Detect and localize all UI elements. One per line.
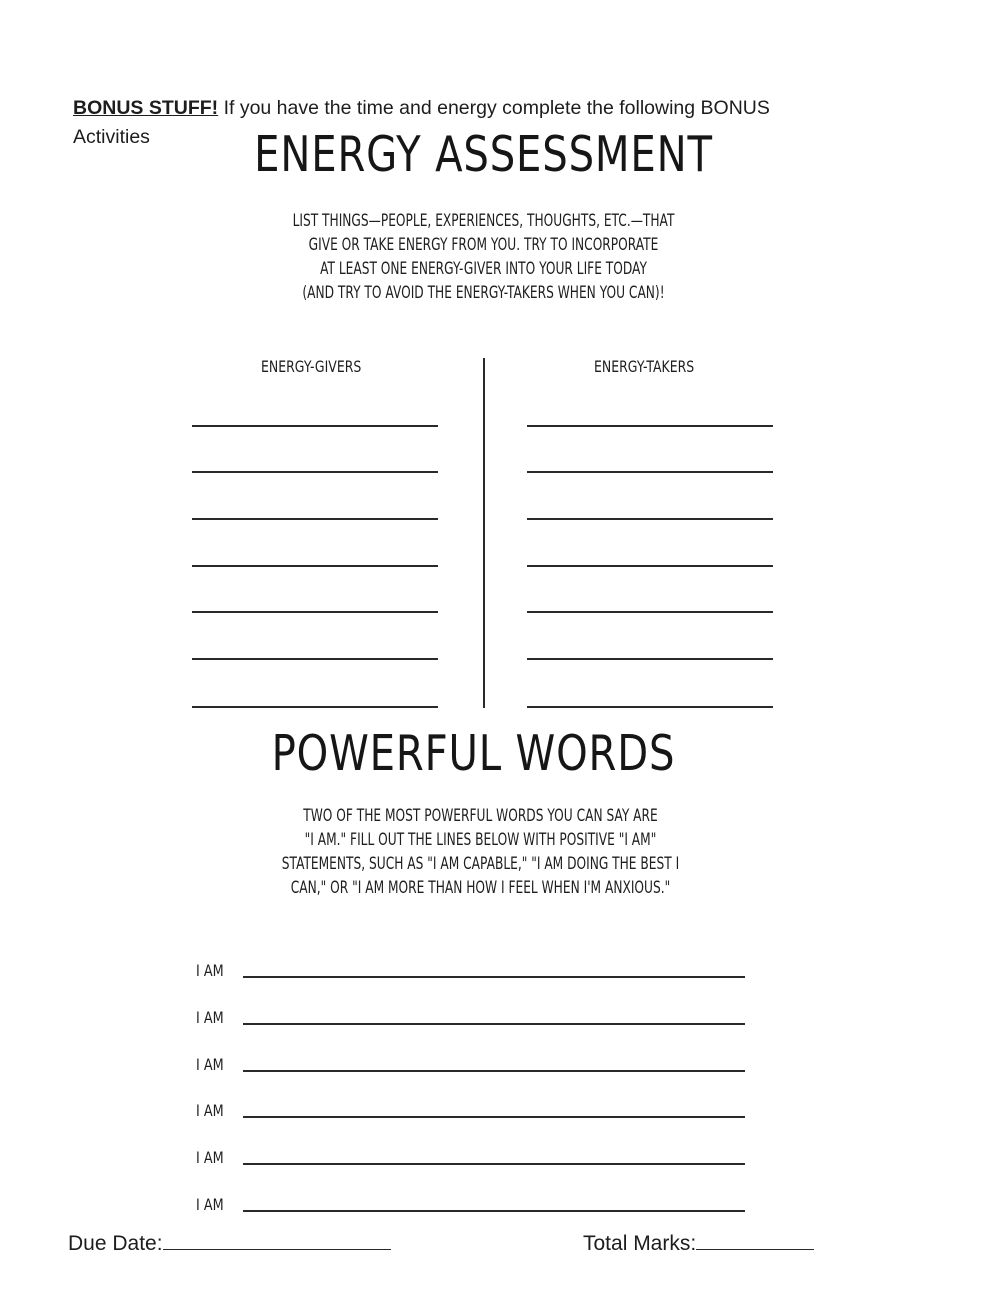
i-am-answer-line[interactable] <box>243 1070 745 1072</box>
energy-taker-line[interactable] <box>527 471 773 473</box>
total-marks-label: Total Marks: <box>583 1232 697 1255</box>
energy-giver-line[interactable] <box>192 425 438 427</box>
energy-taker-line[interactable] <box>527 706 773 708</box>
bonus-intro-text: If you have the time and energy complete the following BONUS <box>218 97 770 119</box>
i-am-label: I AM <box>196 1148 224 1167</box>
energy-takers-heading: ENERGY-TAKERS <box>594 357 695 376</box>
energy-givers-heading: ENERGY-GIVERS <box>261 357 362 376</box>
instruction-line: AT LEAST ONE ENERGY-GIVER INTO YOUR LIFE TODAY <box>320 259 647 278</box>
powerful-words-title: POWERFUL WORDS <box>271 725 676 782</box>
i-am-answer-line[interactable] <box>243 1023 745 1025</box>
energy-taker-line[interactable] <box>527 658 773 660</box>
instruction-line: STATEMENTS, SUCH AS "I AM CAPABLE," "I AM DOING THE BEST I <box>281 854 680 873</box>
instruction-line: CAN," OR "I AM MORE THAN HOW I FEEL WHEN I'M ANXIOUS." <box>290 878 671 897</box>
instruction-line: (AND TRY TO AVOID THE ENERGY-TAKERS WHEN YOU CAN)! <box>302 283 665 302</box>
i-am-answer-line[interactable] <box>243 1116 745 1118</box>
energy-giver-line[interactable] <box>192 565 438 567</box>
due-date-label: Due Date: <box>68 1232 163 1255</box>
instruction-line: LIST THINGS—PEOPLE, EXPERIENCES, THOUGHTS, ETC.—THAT <box>292 211 675 230</box>
i-am-label: I AM <box>196 1101 224 1120</box>
i-am-label: I AM <box>196 961 224 980</box>
total-marks-field <box>583 1229 814 1256</box>
energy-giver-line[interactable] <box>192 706 438 708</box>
instruction-line: "I AM." FILL OUT THE LINES BELOW WITH POSITIVE "I AM" <box>304 830 657 849</box>
energy-assessment-title: ENERGY ASSESSMENT <box>254 126 713 183</box>
energy-giver-line[interactable] <box>192 518 438 520</box>
i-am-answer-line[interactable] <box>243 976 745 978</box>
energy-giver-line[interactable] <box>192 658 438 660</box>
energy-taker-line[interactable] <box>527 565 773 567</box>
i-am-label: I AM <box>196 1055 224 1074</box>
powerful-words-instructions <box>112 804 850 900</box>
energy-giver-line[interactable] <box>192 471 438 473</box>
i-am-label: I AM <box>196 1008 224 1027</box>
due-date-field <box>68 1229 391 1256</box>
i-am-answer-line[interactable] <box>243 1163 745 1165</box>
energy-taker-line[interactable] <box>527 611 773 613</box>
due-date-blank[interactable] <box>163 1229 391 1250</box>
instruction-line: GIVE OR TAKE ENERGY FROM YOU. TRY TO INCORPORATE <box>308 235 659 254</box>
instruction-line: TWO OF THE MOST POWERFUL WORDS YOU CAN SAY ARE <box>303 806 658 825</box>
i-am-label: I AM <box>196 1195 224 1214</box>
energy-assessment-instructions <box>115 209 853 305</box>
energy-taker-line[interactable] <box>527 518 773 520</box>
i-am-answer-line[interactable] <box>243 1210 745 1212</box>
bonus-label: BONUS STUFF! <box>73 97 219 119</box>
energy-giver-line[interactable] <box>192 611 438 613</box>
total-marks-blank[interactable] <box>696 1229 814 1250</box>
energy-taker-line[interactable] <box>527 425 773 427</box>
bonus-intro-text-line2: Activities <box>73 126 150 148</box>
column-divider <box>483 358 485 708</box>
